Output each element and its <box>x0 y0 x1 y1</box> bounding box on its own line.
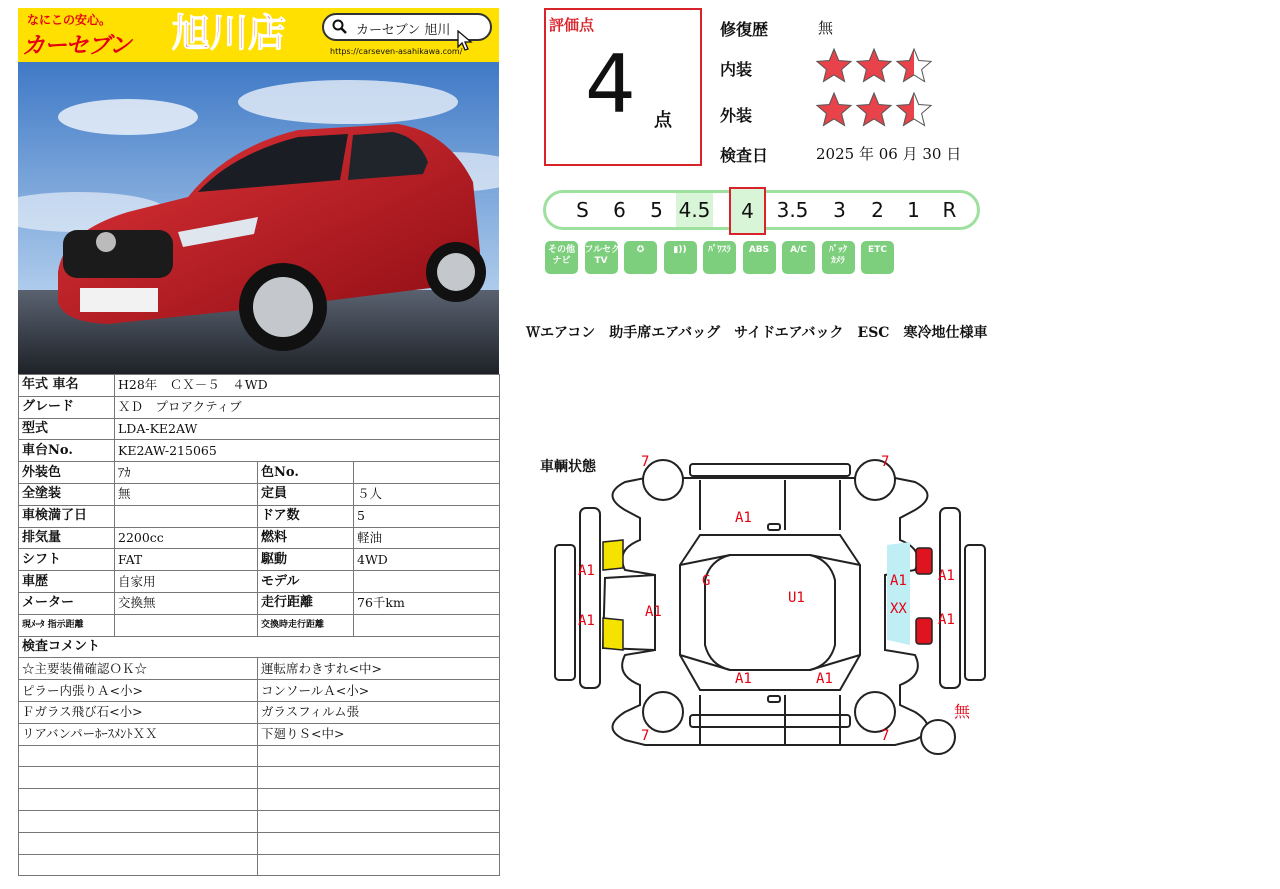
comment-row <box>19 767 500 789</box>
comment-cell <box>19 832 258 854</box>
spec-key: 排気量 <box>19 527 115 549</box>
nav-icon: その他 ナビ <box>545 241 578 274</box>
label-wheel-fl: 7 <box>641 454 650 470</box>
spec-value: FAT <box>115 549 258 571</box>
star-icon <box>857 49 891 82</box>
grade-2: 2 <box>871 198 884 222</box>
comment-cell: ☆主要装備確認ＯＫ☆ <box>19 658 258 680</box>
label-rear-light-upper: A1 <box>938 568 955 584</box>
comment-title: 検査コメント <box>19 636 500 658</box>
table-row <box>19 614 500 636</box>
star-icon <box>897 93 931 126</box>
spec-key: 定員 <box>258 483 354 505</box>
label-rear-xx: XX <box>890 601 907 617</box>
comment-row <box>19 789 500 811</box>
grade-scale <box>543 190 980 230</box>
table-row <box>19 462 500 484</box>
spec-key: 燃料 <box>258 527 354 549</box>
comment-cell <box>19 810 258 832</box>
spec-key: ドア数 <box>258 505 354 527</box>
comment-cell: ピラー内張りＡ<小> <box>19 680 258 702</box>
comment-cell <box>258 789 500 811</box>
table-row <box>19 483 500 505</box>
spec-value: 2200cc <box>115 527 258 549</box>
car-photo <box>18 62 499 374</box>
spec-key: 全塗装 <box>19 483 115 505</box>
comment-cell: Ｆガラス飛び石<小> <box>19 701 258 723</box>
grade-3: 3 <box>833 198 846 222</box>
spec-key: 現ﾒｰﾀ 指示距離 <box>19 614 115 636</box>
spec-value: ５人 <box>354 483 500 505</box>
table-row <box>19 396 500 418</box>
equipment-text: Ｗエアコン 助手席エアバッグ サイドエアバック ESC 寒冷地仕様車 <box>526 325 988 341</box>
spec-value: 76千km <box>354 592 500 614</box>
comment-cell <box>258 832 500 854</box>
comment-row <box>19 745 500 767</box>
comment-cell: 下廻りＳ<中> <box>258 723 500 745</box>
spec-value: 軽油 <box>354 527 500 549</box>
etc-icon: ETC <box>861 241 894 274</box>
table-row <box>19 636 500 658</box>
comment-cell <box>258 854 500 876</box>
spec-value: ＸＤ プロアクティブ <box>115 396 500 418</box>
inspect-label: 検査日 <box>720 146 769 165</box>
comment-row <box>19 701 500 723</box>
comment-cell <box>19 854 258 876</box>
label-front-light-lower: A1 <box>578 613 595 629</box>
label-roof: U1 <box>788 590 805 606</box>
tagline: なにこの安心。 <box>27 13 112 27</box>
comment-cell <box>258 767 500 789</box>
label-hood: A1 <box>645 604 662 620</box>
grade-5: 5 <box>650 198 663 222</box>
spec-value: 5 <box>354 505 500 527</box>
spec-value <box>354 571 500 593</box>
smart-key-icon: ▮)) <box>664 241 697 274</box>
label-door-lower-right: A1 <box>816 671 833 687</box>
power-seat-icon: ﾊﾟﾜｽﾗ <box>703 241 736 274</box>
label-wheel-rr: 7 <box>881 728 890 744</box>
interior-label: 内装 <box>720 60 753 79</box>
star-icon <box>817 49 851 82</box>
spec-value: LDA-KE2AW <box>115 418 500 440</box>
table-row <box>19 375 500 397</box>
ac-icon: A/C <box>782 241 815 274</box>
label-wheel-rl: 7 <box>641 728 650 744</box>
table-row <box>19 549 500 571</box>
vehicle-condition-diagram <box>545 450 995 760</box>
comment-cell <box>19 745 258 767</box>
table-row <box>19 440 500 462</box>
spec-value <box>115 614 258 636</box>
comment-cell <box>19 789 258 811</box>
label-wheel-fr: 7 <box>881 454 890 470</box>
spec-key: 車台No. <box>19 440 115 462</box>
abs-icon: ABS <box>743 241 776 274</box>
spec-key: 型式 <box>19 418 115 440</box>
grade-3.5: 3.5 <box>776 198 809 222</box>
spec-value: H28年 ＣＸ－５ ４WD <box>115 375 500 397</box>
comment-row <box>19 680 500 702</box>
label-front-light-upper: A1 <box>578 563 595 579</box>
spec-key: 外装色 <box>19 462 115 484</box>
score-unit: 点 <box>654 110 672 131</box>
spec-value: ｱｶ <box>115 462 258 484</box>
site-url[interactable]: https://carseven-asahikawa.com/ <box>330 47 463 56</box>
spec-key: 車歴 <box>19 571 115 593</box>
score-label: 評価点 <box>549 16 595 34</box>
grade-R: R <box>942 198 957 222</box>
comment-cell <box>258 745 500 767</box>
spec-value: 無 <box>115 483 258 505</box>
grade-1: 1 <box>907 198 920 222</box>
exterior-stars <box>814 91 939 129</box>
inspect-date: 2025 年 06 月 30 日 <box>816 145 962 163</box>
label-rear-upper: A1 <box>890 573 907 589</box>
star-icon <box>897 49 931 82</box>
star-icon <box>817 93 851 126</box>
comment-cell: 運転席わきすれ<中> <box>258 658 500 680</box>
comment-cell: リアバンパーﾎｰｽﾒﾝﾄＸＸ <box>19 723 258 745</box>
diagram-title: 車輌状態 <box>540 459 596 475</box>
tv-icon: フルセグ TV <box>585 241 618 274</box>
repair-value: 無 <box>818 19 834 37</box>
comment-cell <box>19 767 258 789</box>
grade-4.5: 4.5 <box>676 193 713 227</box>
score-value: 4 <box>585 38 636 131</box>
comment-cell: ガラスフィルム張 <box>258 701 500 723</box>
comment-row <box>19 658 500 680</box>
spec-value: 自家用 <box>115 571 258 593</box>
grade-4: 4 <box>729 187 766 235</box>
spec-value: 4WD <box>354 549 500 571</box>
comment-row <box>19 832 500 854</box>
comment-cell: コンソールＡ<小> <box>258 680 500 702</box>
table-row <box>19 571 500 593</box>
spec-key: 走行距離 <box>258 592 354 614</box>
table-row <box>19 592 500 614</box>
spec-key: 交換時走行距離 <box>258 614 354 636</box>
spec-key: グレード <box>19 396 115 418</box>
spec-key: 年式 車名 <box>19 375 115 397</box>
spec-value <box>354 462 500 484</box>
spec-value: 交換無 <box>115 592 258 614</box>
comment-row <box>19 723 500 745</box>
store-name: 旭川店 <box>172 11 287 55</box>
comment-row <box>19 854 500 876</box>
label-rear-light-lower: A1 <box>938 612 955 628</box>
label-door-lower-left: A1 <box>735 671 752 687</box>
grade-S: S <box>576 198 589 222</box>
search-text: カーセブン 旭川 <box>356 23 451 38</box>
alloy-wheel-icon: ✪ <box>624 241 657 274</box>
star-icon <box>857 93 891 126</box>
spec-key: 車検満了日 <box>19 505 115 527</box>
grade-6: 6 <box>613 198 626 222</box>
comment-cell <box>258 810 500 832</box>
label-door-upper: A1 <box>735 510 752 526</box>
label-windshield: G <box>702 573 711 589</box>
label-spare: 無 <box>954 702 971 721</box>
spec-key: 駆動 <box>258 549 354 571</box>
spec-key: モデル <box>258 571 354 593</box>
spec-key: メーター <box>19 592 115 614</box>
spec-value: KE2AW-215065 <box>115 440 500 462</box>
interior-stars <box>814 47 939 85</box>
repair-label: 修復歴 <box>720 20 769 39</box>
comment-row <box>19 810 500 832</box>
search-icon <box>332 19 348 35</box>
spec-key: 色No. <box>258 462 354 484</box>
back-camera-icon: ﾊﾞｯｸ ｶﾒﾗ <box>822 241 855 274</box>
brand-logo[interactable]: カーセブン <box>22 33 131 59</box>
spec-table <box>18 374 500 876</box>
exterior-label: 外装 <box>720 106 753 125</box>
table-row <box>19 505 500 527</box>
spec-key: シフト <box>19 549 115 571</box>
spec-value <box>115 505 258 527</box>
table-row <box>19 418 500 440</box>
table-row <box>19 527 500 549</box>
spec-value <box>354 614 500 636</box>
